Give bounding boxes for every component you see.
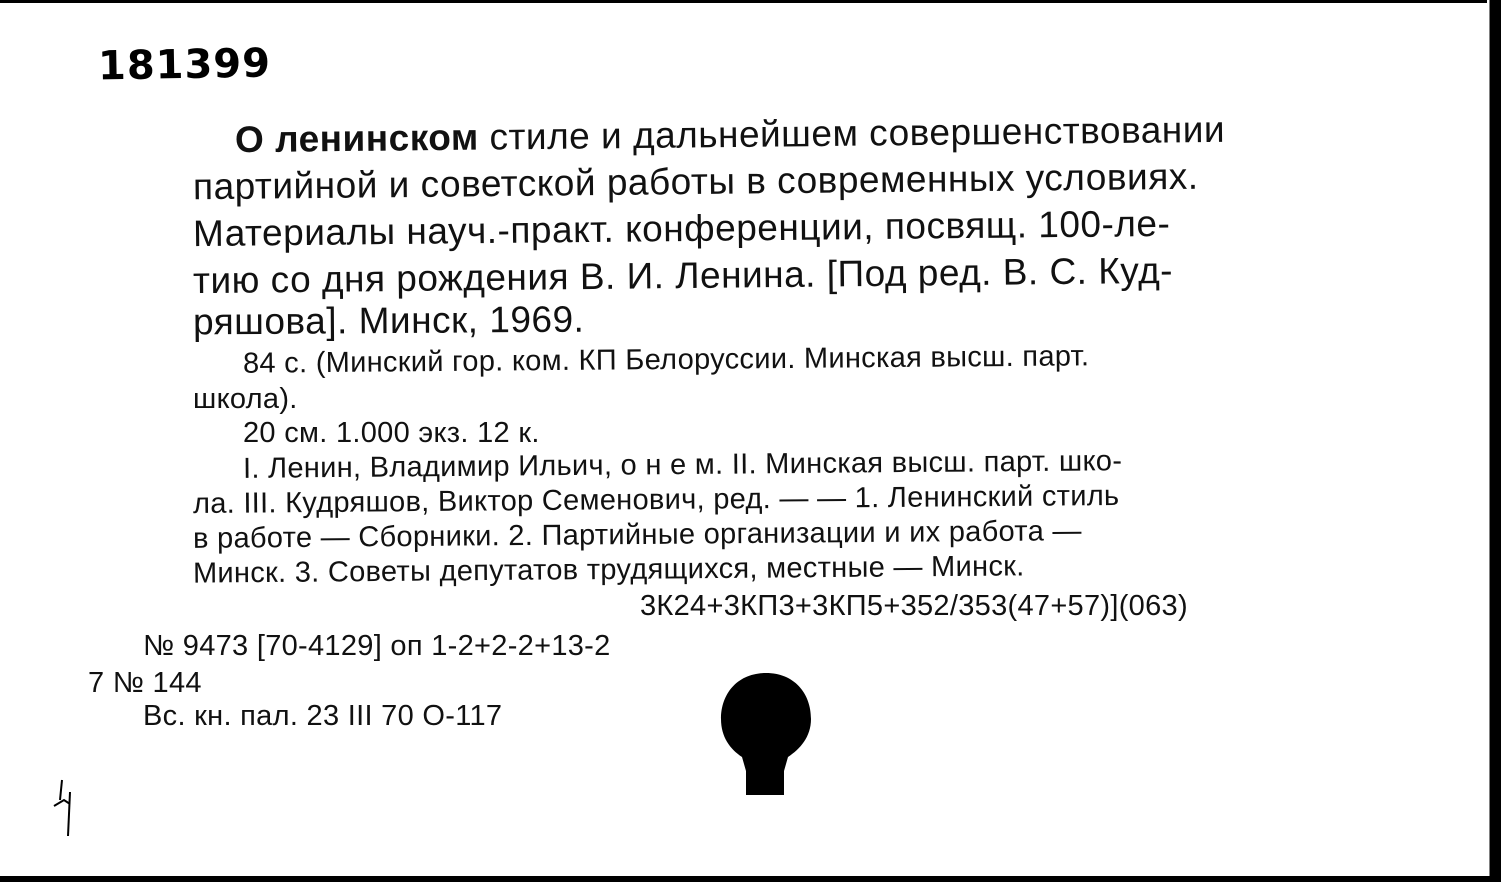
card-bottom-edge [0,876,1501,882]
punch-hole [720,671,812,797]
classification-code: 3К24+3КП3+3КП5+352/353(47+57)](063) [640,590,1188,622]
title-line-2: партийной и советской работы в современных условиях. [192,155,1199,208]
inventory-number: 181399 [97,40,272,90]
pages-line-2: школа). [193,383,298,415]
subjects-line-2: ла. III. Кудряшов, Виктор Семенович, ред. — — 1. Ленинский стиль [192,479,1120,521]
pencil-mark [52,778,82,838]
subjects-line-3: в работе — Сборники. 2. Партийные организации и их работа — [192,515,1082,555]
format-line: 20 см. 1.000 экз. 12 к. [243,417,540,449]
title-bold: О ленинском [234,116,479,161]
subjects-line-1: I. Ленин, Владимир Ильич, о н е м. II. Минская высш. парт. шко- [242,445,1123,485]
card-right-edge [1487,0,1501,882]
card-top-edge [0,0,1501,3]
title-line-4: тию со дня рождения В. И. Ленина. [Под ред. В. С. Куд- [192,249,1174,302]
title-line-1-rest: стиле и дальнейшем совершенствовании [489,108,1226,158]
subjects-line-4: Минск. 3. Советы депутатов трудящихся, местные — Минск. [192,550,1025,590]
pages-line-1: 84 с. (Минский гор. ком. КП Белоруссии. Минская высш. парт. [242,340,1090,380]
order-line: № 9473 [70-4129] оп 1-2+2-2+13-2 [143,630,611,662]
title-line-3: Материалы науч.-практ. конференции, посвящ. 100-ле- [192,202,1171,255]
chamber-line: Вс. кн. пал. 23 III 70 О-117 [143,700,503,732]
copy-line: 7 № 144 [88,667,202,699]
title-line-1 [235,109,1225,161]
title-line-5: ряшова]. Минск, 1969. [192,298,585,343]
